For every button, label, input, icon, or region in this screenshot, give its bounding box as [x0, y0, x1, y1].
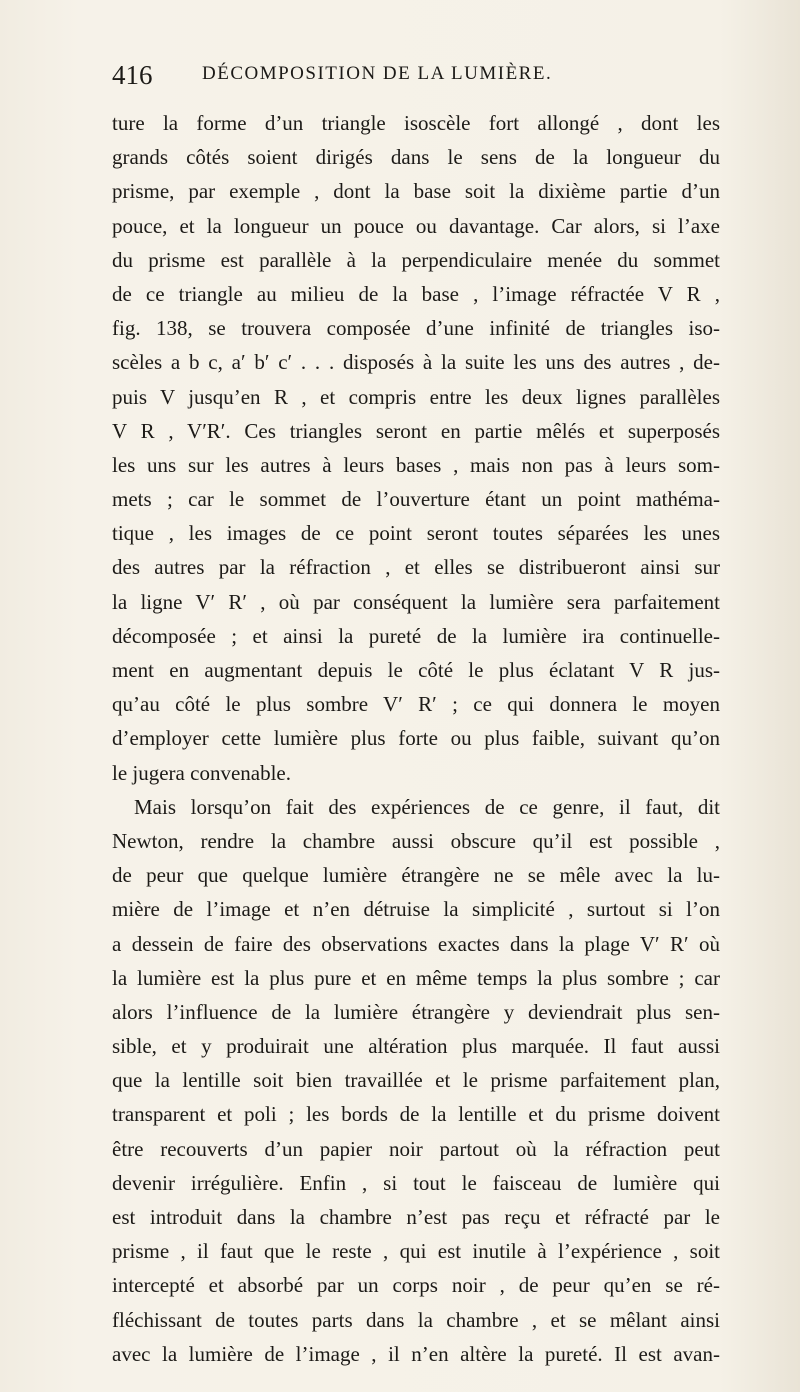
text-line: puis V jusqu’en R , et compris entre les deux lignes parallèles [112, 384, 720, 409]
text-line: avec la lumière de l’image , il n’en altère la pureté. Il est avan- [112, 1341, 720, 1366]
text-line: grands côtés soient dirigés dans le sens de la longueur du [112, 145, 720, 170]
text-line: scèles a b c, a′ b′ c′ . . . disposés à la suite les uns des autres , de- [112, 350, 720, 375]
text-line: la lumière est la plus pure et en même temps la plus sombre ; car [112, 965, 720, 990]
text-line: le jugera convenable. [112, 760, 291, 785]
page-number: 416 [112, 60, 153, 90]
text-line: que la lentille soit bien travaillée et le prisme parfaitement plan, [112, 1068, 720, 1093]
text-line: mets ; car le sommet de l’ouverture étant un point mathéma- [112, 487, 720, 512]
text-line: d’employer cette lumière plus forte ou plus faible, suivant qu’on [112, 726, 720, 751]
text-line: être recouverts d’un papier noir partout où la réfraction peut [112, 1136, 720, 1161]
text-line: ment en augmentant depuis le côté le plus éclatant V R jus- [112, 658, 720, 682]
text-line: ture la forme d’un triangle isoscèle fort allongé , dont les [112, 111, 720, 135]
text-line: mière de l’image et n’en détruise la simplicité , surtout si l’on [112, 897, 720, 922]
text-line: a dessein de faire des observations exactes dans la plage V′ R′ où [112, 931, 720, 956]
text-line: transparent et poli ; les bords de la lentille et du prisme doivent [112, 1102, 720, 1127]
text-line: V R , V′R′. Ces triangles seront en partie mêlés et superposés [112, 418, 720, 443]
text-line: fig. 138, se trouvera composée d’une infinité de triangles iso- [112, 316, 720, 341]
text-line: Mais lorsqu’on fait des expériences de ce genre, il faut, dit [134, 794, 720, 819]
text-line: fléchissant de toutes parts dans la chambre , et se mêlant ainsi [112, 1307, 720, 1332]
running-title: DÉCOMPOSITION DE LA LUMIÈRE. [202, 63, 553, 84]
text-line: tique , les images de ce point seront toutes séparées les unes [112, 521, 720, 546]
text-line: des autres par la réfraction , et elles se distribueront ainsi sur [112, 555, 720, 580]
paragraph-1 [112, 106, 720, 790]
text-line: devenir irrégulière. Enfin , si tout le faisceau de lumière qui [112, 1170, 720, 1195]
text-line: est introduit dans la chambre n’est pas reçu et réfracté par le [112, 1205, 720, 1229]
text-line: décomposée ; et ainsi la pureté de la lumière ira continuelle- [112, 623, 720, 648]
text-line: qu’au côté le plus sombre V′ R′ ; ce qui donnera le moyen [112, 692, 720, 717]
text-line: du prisme est parallèle à la perpendiculaire menée du sommet [112, 247, 720, 272]
text-line: alors l’influence de la lumière étrangère y deviendrait plus sen- [112, 999, 720, 1024]
text-line: la ligne V′ R′ , où par conséquent la lumière sera parfaitement [112, 589, 720, 614]
text-line: sible, et y produirait une altération plus marquée. Il faut aussi [112, 1034, 720, 1059]
text-line: les uns sur les autres à leurs bases , mais non pas à leurs som- [112, 452, 720, 477]
text-line: de peur que quelque lumière étrangère ne se mêle avec la lu- [112, 863, 720, 888]
paragraph-2 [112, 790, 720, 1371]
text-line: de ce triangle au milieu de la base , l’image réfractée V R , [112, 281, 720, 306]
text-line: intercepté et absorbé par un corps noir , de peur qu’en se ré- [112, 1273, 720, 1298]
page-header [112, 60, 712, 100]
text-line: pouce, et la longueur un pouce ou davantage. Car alors, si l’axe [112, 213, 720, 238]
text-line: prisme, par exemple , dont la base soit la dixième partie d’un [112, 179, 720, 204]
body-text [112, 106, 720, 1371]
text-line: Newton, rendre la chambre aussi obscure qu’il est possible , [112, 828, 720, 853]
text-line: prisme , il faut que le reste , qui est inutile à l’expérience , soit [112, 1239, 720, 1264]
